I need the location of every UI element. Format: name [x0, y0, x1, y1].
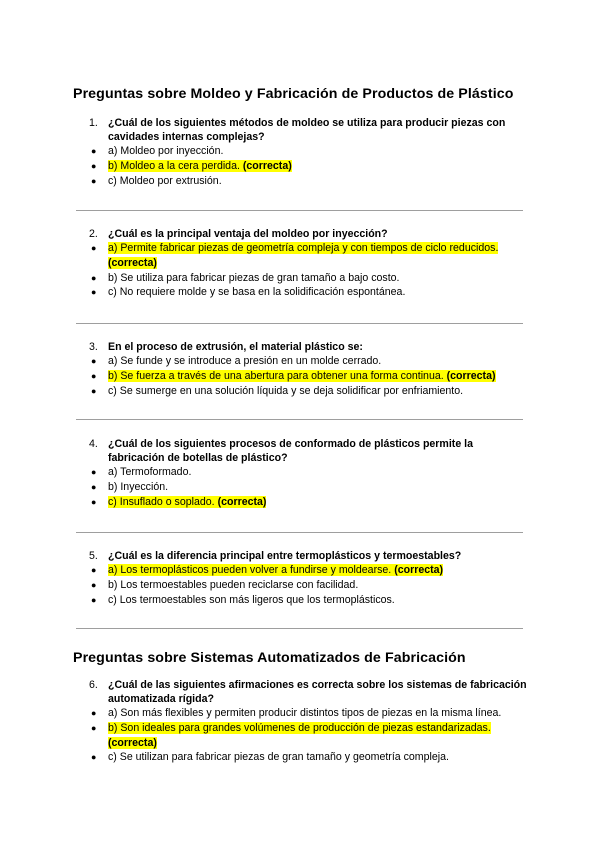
- option-b-correct: ● b) Se fuerza a través de una abertura para obtener una forma continua. (correcta): [91, 369, 496, 382]
- bullet-icon: ●: [91, 752, 97, 763]
- option-a: ● a) Termoformado.: [91, 466, 192, 478]
- bullet-icon: ●: [91, 175, 97, 186]
- option-b: ● b) Los termoestables pueden reciclarse con facilidad.: [91, 578, 359, 591]
- question-text: ¿Cuál es la principal ventaja del moldeo por inyección?: [108, 228, 388, 240]
- question-number: 5.: [89, 550, 98, 562]
- question-text: En el proceso de extrusión, el material plástico se:: [108, 341, 363, 353]
- divider: [76, 419, 523, 420]
- question-text: ¿Cuál es la diferencia principal entre termoplásticos y termoestables?: [108, 550, 462, 562]
- question-3: [0, 340, 600, 398]
- question-text: ¿Cuál de las siguientes afirmaciones es correcta sobre los sistemas de fabricación automatizada rígida?: [108, 679, 527, 705]
- option-b-correct: ● b) Moldeo a la cera perdida. (correcta): [91, 159, 292, 172]
- question-text: ¿Cuál de los siguientes métodos de moldeo se utiliza para producir piezas con cavidades internas complejas?: [108, 117, 506, 143]
- bullet-icon: ●: [91, 565, 97, 575]
- bullet-icon: ●: [91, 356, 97, 366]
- question-number: 2.: [89, 228, 98, 240]
- correct-label: (correcta): [108, 736, 157, 749]
- question-2: [0, 227, 600, 300]
- bullet-icon: ●: [91, 708, 97, 718]
- bullet-icon: ●: [91, 243, 97, 253]
- bullet-icon: ●: [91, 385, 97, 396]
- question-5: [0, 549, 600, 607]
- bullet-icon: ●: [91, 287, 97, 298]
- option-c: ● c) Se utilizan para fabricar piezas de gran tamaño y geometría compleja.: [91, 751, 449, 764]
- correct-label: (correcta): [217, 495, 267, 508]
- option-b: ● b) Se utiliza para fabricar piezas de gran tamaño a bajo costo.: [91, 271, 400, 284]
- option-a: ● a) Moldeo por inyección.: [91, 145, 224, 157]
- section-title-molding: Preguntas sobre Moldeo y Fabricación de Productos de Plástico: [73, 86, 514, 102]
- option-b: ● b) Inyección.: [91, 480, 169, 493]
- bullet-icon: ●: [91, 594, 97, 605]
- bullet-icon: ●: [91, 496, 97, 507]
- bullet-icon: ●: [91, 370, 97, 381]
- question-number: 6.: [89, 679, 98, 691]
- correct-label: (correcta): [394, 564, 444, 576]
- question-number: 3.: [89, 341, 98, 353]
- option-b-correct: ● b) Son ideales para grandes volúmenes de producción de piezas estandarizadas. (correcta): [91, 721, 491, 749]
- option-c: ● c) Se sumerge en una solución líquida y se deja solidificar por enfriamiento.: [91, 384, 464, 397]
- correct-label: (correcta): [108, 256, 157, 269]
- bullet-icon: ●: [91, 467, 97, 477]
- divider: [76, 323, 523, 324]
- bullet-icon: ●: [91, 722, 97, 733]
- question-number: 1.: [89, 117, 98, 129]
- bullet-icon: ●: [91, 160, 97, 171]
- option-a: ● a) Son más flexibles y permiten producir distintos tipos de piezas en la misma línea.: [91, 707, 502, 719]
- question-1: [0, 116, 600, 188]
- correct-label: (correcta): [446, 369, 496, 382]
- option-c: ● c) Moldeo por extrusión.: [91, 174, 222, 187]
- option-a-correct: ● a) Los termoplásticos pueden volver a fundirse y moldearse. (correcta): [91, 564, 444, 576]
- bullet-icon: ●: [91, 579, 97, 590]
- question-6: [0, 678, 600, 765]
- option-a: ● a) Se funde y se introduce a presión en un molde cerrado.: [91, 355, 382, 367]
- divider: [76, 532, 523, 533]
- divider: [76, 628, 523, 629]
- question-text: ¿Cuál de los siguientes procesos de conformado de plásticos permite la fabricación de botellas de plástico?: [108, 438, 473, 464]
- section-title-automation: Preguntas sobre Sistemas Automatizados de Fabricación: [73, 650, 466, 666]
- question-number: 4.: [89, 438, 98, 450]
- correct-label: (correcta): [242, 159, 292, 172]
- bullet-icon: ●: [91, 146, 97, 156]
- question-4: [0, 437, 600, 509]
- option-c: ● c) No requiere molde y se basa en la solidificación espontánea.: [91, 286, 406, 299]
- option-c-correct: ● c) Insuflado o soplado. (correcta): [91, 495, 267, 508]
- bullet-icon: ●: [91, 272, 97, 283]
- bullet-icon: ●: [91, 481, 97, 492]
- divider: [76, 210, 523, 211]
- option-c: ● c) Los termoestables son más ligeros que los termoplásticos.: [91, 593, 395, 606]
- option-a-correct: ● a) Permite fabricar piezas de geometría compleja y con tiempos de ciclo reducidos. (correcta): [91, 242, 499, 269]
